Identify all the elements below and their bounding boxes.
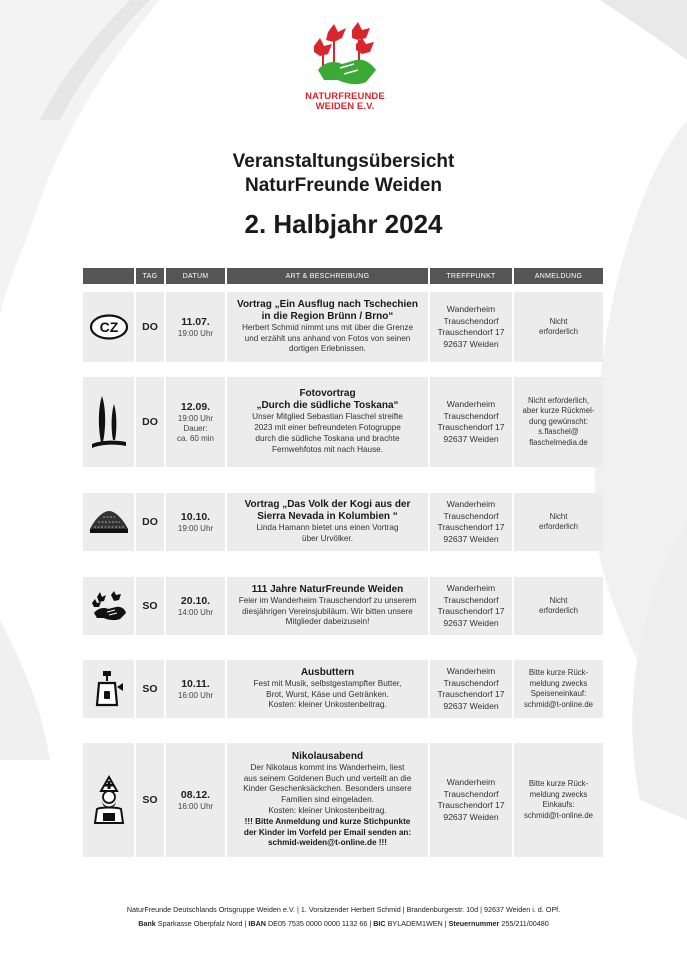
event-anmeldung: [514, 660, 603, 718]
treffpunkt-line: 92637 Weiden: [443, 617, 499, 628]
treffpunkt-line: Wanderheim: [446, 499, 496, 509]
event-anmeldung: [514, 577, 603, 635]
title-block: [0, 150, 687, 240]
event-anmeldung: [514, 292, 603, 362]
bic-label: BIC: [373, 919, 386, 928]
event-date-cell: [166, 377, 225, 467]
event-treffpunkt: [430, 292, 512, 362]
event-desc: und erzählt uns anhand von Fotos von seinen: [244, 333, 411, 343]
event-date: 20.10.: [180, 594, 211, 607]
event-title: „Durch die südliche Toskana“: [256, 400, 399, 412]
event-desc: Mitglieder dabeizusein!: [285, 617, 370, 627]
event-description-cell: [227, 493, 428, 551]
header-icon-col: [83, 268, 134, 284]
anmeldung-line: Einkaufs:: [542, 800, 575, 809]
anmeldung-line: schmid@t-online.de: [523, 699, 594, 709]
event-row-1: [83, 292, 605, 362]
treffpunkt-line: Trauschendorf: [443, 594, 499, 605]
event-row-4: [83, 577, 605, 635]
event-date: 10.10.: [180, 510, 211, 523]
treffpunkt-line: Wanderheim: [446, 583, 496, 593]
event-title: Sierra Nevada in Kolumbien “: [257, 511, 398, 523]
event-desc: Unser Mitglied Sebastian Flaschel streifte: [252, 412, 403, 422]
event-desc: Kosten: kleiner Unkostenbeitrag.: [268, 700, 387, 710]
treffpunkt-line: Wanderheim: [446, 666, 496, 676]
event-date: 11.07.: [181, 315, 210, 328]
event-row-6: [83, 743, 605, 857]
footer-line2: Bank Sparkasse Oberpfalz Nord | IBAN DE05 7535 0000 0000 1132 66 | BIC BYLADEM1WEN | Steuernummer 255/211/00480: [138, 919, 549, 928]
kogi-hut-icon: [83, 493, 134, 551]
anmeldung-line: Speiseneinkauf:: [530, 689, 587, 698]
event-title: 111 Jahre NaturFreunde Weiden: [251, 583, 404, 595]
event-time: 14:00 Uhr: [177, 607, 214, 617]
logo-line2: WEIDEN E.V.: [315, 101, 375, 112]
event-desc: Kosten: kleiner Unkostenbeitrag.: [268, 806, 387, 815]
event-note-email: schmid-weiden@t-online.de !!!: [268, 838, 387, 848]
event-note: der Kinder im Vorfeld per Email senden an:: [243, 827, 412, 837]
event-row-5: [83, 660, 605, 718]
anmeldung-line: Nicht: [549, 595, 568, 605]
event-desc: 2023 mit einer befreundeten Fotogruppe: [254, 423, 401, 433]
event-description-cell: [227, 292, 428, 362]
anmeldung-line: meldung zwecks: [529, 678, 588, 688]
header-art: ART & BESCHREIBUNG: [227, 268, 428, 284]
anmeldung-line: Nicht: [549, 511, 568, 521]
footer: [0, 903, 687, 931]
event-tag: SO: [136, 577, 164, 635]
event-desc: Der Nikolaus kommt ins Wanderheim, liest: [250, 762, 405, 772]
event-desc: über Urvölker.: [302, 534, 353, 543]
event-row-3: [83, 493, 605, 551]
treffpunkt-line: Trauschendorf 17: [437, 689, 505, 699]
event-description-cell: [227, 743, 428, 857]
anmeldung-line: aber kurze Rückmel-: [522, 406, 595, 416]
event-title: Vortrag „Ein Ausflug nach Tschechien: [237, 298, 418, 310]
event-description-cell: [227, 377, 428, 467]
bic-value: BYLADEM1WEN: [387, 919, 443, 928]
event-time: 19:00 Uhr: [177, 328, 214, 338]
treffpunkt-line: Trauschendorf: [443, 677, 499, 688]
event-anmeldung: [514, 493, 603, 551]
anmeldung-line: erforderlich: [539, 522, 578, 531]
event-row-2: [83, 377, 605, 467]
event-time: 19:00 Uhr: [177, 413, 214, 423]
logo-line1: NATURFREUNDE: [305, 91, 385, 102]
event-desc: durch die südliche Toskana und brachte: [255, 434, 400, 443]
treffpunkt-line: Trauschendorf: [443, 410, 499, 421]
event-treffpunkt: [430, 377, 512, 467]
naturfreunde-handshake-icon: [83, 577, 134, 635]
event-desc: Herbert Schmid nimmt uns mit über die Grenze: [241, 322, 414, 332]
header-datum: DATUM: [166, 268, 225, 284]
treffpunkt-line: 92637 Weiden: [443, 433, 499, 444]
treffpunkt-line: Trauschendorf: [443, 788, 499, 799]
event-desc: diesjährigen Vereinsjubiläum. Wir bitten unsere: [242, 606, 413, 616]
event-time: 16:00 Uhr: [177, 801, 214, 811]
anmeldung-line: s.flaschel@: [538, 427, 579, 437]
treffpunkt-line: 92637 Weiden: [443, 811, 499, 822]
anmeldung-line: meldung zwecks: [529, 789, 588, 799]
event-title: Vortrag „Das Volk der Kogi aus der: [244, 499, 411, 511]
event-date-cell: [166, 292, 225, 362]
footer-line1: NaturFreunde Deutschlands Ortsgruppe Weiden e.V. | 1. Vorsitzender Herbert Schmid | Brandenburgerstr. 10d | 92637 Weiden i. d. OPf.: [126, 905, 561, 914]
header-anmeldung: ANMELDUNG: [514, 268, 603, 284]
naturfreunde-logo: [300, 22, 390, 127]
event-date: 10.11.: [181, 677, 210, 690]
event-desc: Linda Hamann bietet uns einen Vortrag: [256, 523, 399, 533]
event-description-cell: [227, 577, 428, 635]
event-time: ca. 60 min: [177, 433, 214, 443]
event-title: Ausbuttern: [300, 666, 355, 678]
anmeldung-line: Nicht: [549, 316, 568, 326]
treffpunkt-line: Wanderheim: [446, 304, 496, 314]
title-line1: Veranstaltungsübersicht: [232, 151, 455, 172]
event-time: 16:00 Uhr: [177, 690, 214, 700]
event-date-cell: [166, 660, 225, 718]
event-title: in die Region Brünn / Brno“: [261, 310, 394, 322]
event-tag: DO: [136, 377, 164, 467]
treffpunkt-line: 92637 Weiden: [443, 338, 499, 349]
anmeldung-line: Bitte kurze Rück-: [528, 668, 589, 677]
cz-country-icon: [83, 292, 134, 362]
event-description-cell: [227, 660, 428, 718]
anmeldung-line: dung gewünscht:: [529, 416, 588, 426]
anmeldung-line: erforderlich: [539, 327, 578, 336]
bank-value: Sparkasse Oberpfalz Nord: [157, 919, 243, 928]
event-date-cell: [166, 743, 225, 857]
event-desc: Brot, Wurst, Käse und Getränken.: [266, 689, 389, 699]
event-treffpunkt: [430, 577, 512, 635]
treffpunkt-line: Trauschendorf: [443, 510, 499, 521]
anmeldung-line: flaschelmedia.de: [529, 437, 588, 447]
svg-text:CZ: CZ: [99, 319, 118, 335]
event-desc: Fest mit Musik, selbstgestampfter Butter,: [253, 678, 402, 688]
event-treffpunkt: [430, 743, 512, 857]
treffpunkt-line: 92637 Weiden: [443, 533, 499, 544]
event-desc: aus seinem Goldenen Buch und verteilt an die: [243, 773, 412, 783]
event-desc: Familien sind eingeladen.: [281, 795, 374, 805]
event-date-cell: [166, 493, 225, 551]
event-time: Dauer:: [183, 423, 208, 433]
event-note: !!! Bitte Anmeldung und kurze Stichpunkte: [244, 816, 411, 826]
event-treffpunkt: [430, 493, 512, 551]
anmeldung-line: schmid@t-online.de: [523, 810, 594, 820]
header-tag: TAG: [136, 268, 164, 284]
steuer-value: 255/211/00480: [501, 919, 549, 928]
iban-label: IBAN: [248, 919, 266, 928]
anmeldung-line: Nicht erforderlich,: [527, 395, 590, 405]
treffpunkt-line: Trauschendorf 17: [437, 606, 505, 616]
treffpunkt-line: Trauschendorf 17: [437, 800, 505, 810]
treffpunkt-line: 92637 Weiden: [443, 700, 499, 711]
anmeldung-line: erforderlich: [539, 606, 578, 615]
treffpunkt-line: Wanderheim: [446, 399, 496, 409]
butter-churn-icon: [83, 660, 134, 718]
anmeldung-line: Bitte kurze Rück-: [528, 779, 589, 788]
treffpunkt-line: Wanderheim: [446, 777, 496, 787]
event-title: Fotovortrag: [299, 388, 356, 400]
event-tag: DO: [136, 292, 164, 362]
nikolaus-icon: [83, 743, 134, 857]
treffpunkt-line: Trauschendorf 17: [437, 522, 505, 532]
event-time: 19:00 Uhr: [177, 523, 214, 533]
table-header: [83, 268, 605, 284]
event-tag: SO: [136, 660, 164, 718]
event-tag: SO: [136, 743, 164, 857]
event-date: 12.09.: [180, 400, 211, 413]
title-line2: NaturFreunde Weiden: [244, 175, 443, 196]
event-desc: Fernwehfotos mit nach Hause.: [271, 444, 384, 454]
roses-handshake-icon: [310, 22, 380, 92]
title-line3: 2. Halbjahr 2024: [244, 209, 443, 239]
event-treffpunkt: [430, 660, 512, 718]
event-desc: Feier im Wanderheim Trauschendorf zu unserem: [238, 595, 417, 605]
header-treffpunkt: TREFFPUNKT: [430, 268, 512, 284]
steuer-label: Steuernummer: [448, 919, 500, 928]
treffpunkt-line: Trauschendorf 17: [437, 327, 505, 337]
treffpunkt-line: Trauschendorf 17: [437, 422, 505, 432]
event-date-cell: [166, 577, 225, 635]
event-desc: dortigen Erlebnissen.: [289, 344, 366, 354]
event-anmeldung: [514, 743, 603, 857]
treffpunkt-line: Trauschendorf: [443, 315, 499, 326]
event-tag: DO: [136, 493, 164, 551]
event-anmeldung: [514, 377, 603, 467]
event-title: Nikolausabend: [291, 750, 364, 762]
cypress-trees-icon: [83, 377, 134, 467]
bank-label: Bank: [138, 919, 156, 928]
event-desc: Kinder Geschenksäckchen. Besonders unsere: [243, 784, 412, 794]
event-date: 08.12.: [180, 788, 211, 801]
iban-value: DE05 7535 0000 0000 1132 66: [267, 919, 368, 928]
